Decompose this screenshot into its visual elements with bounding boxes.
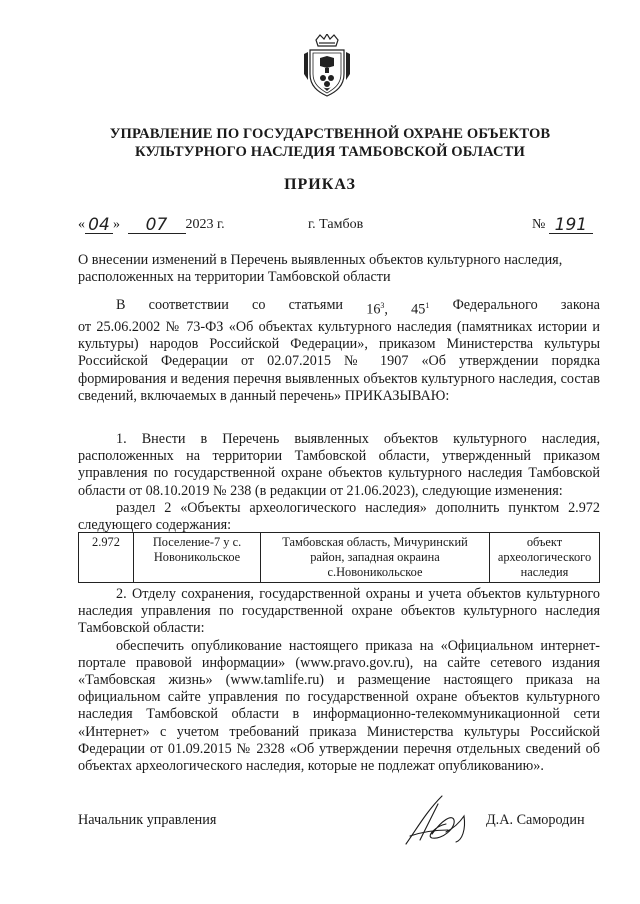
tambov-coat-of-arms-icon [302,34,352,98]
subject-line-2: расположенных на территории Тамбовской области [78,269,391,285]
date-day: 04 [88,215,110,235]
date-close-quote: » [113,217,120,232]
number-value: 191 [554,215,588,235]
agency-line-2: КУЛЬТУРНОГО НАСЛЕДИЯ ТАМБОВСКОЙ ОБЛАСТИ [135,144,525,160]
preamble [78,297,600,405]
order-date [78,216,225,234]
handwritten-signature [402,790,482,848]
preamble-first-line: В соответствии со статьями $16^3$, $45^1$ Федерального закона [116,297,600,318]
entry-name: Поселение-7 у с. Новоникольское [134,533,261,583]
entry-category: объект археологического наследия [490,533,600,583]
order-number [532,216,593,234]
date-year: 2023 г. [185,217,225,232]
preamble-text: от 25.06.2002 № 73-ФЗ «Об объектах культурного наследия (памятниках истории и культуры) народов Российской Федерации», приказом Министерства культуры Российской Федерации от 02.07.2015 № 1907 «Об утверждении порядка формирования и ведения перечня выявленных объектов культурного наследия, состав сведений, включаемых в данный перечень» ПРИКАЗЫВАЮ: [78,318,600,404]
signer-name: Д.А. Самородин [486,812,585,828]
entry-location: Тамбовская область, Мичуринский район, западная окраина с.Новоникольское [261,533,490,583]
order-city: г. Тамбов [308,217,364,232]
item-2-text: 2. Отделу сохранения, государственной охраны и учета объектов культурного наследия управления по государственной охране объектов культурного наследия Тамбовской области: [78,586,600,637]
document-type: ПРИКАЗ [284,176,356,193]
date-open-quote: « [78,217,85,232]
item-2-duty: обеспечить опубликование настоящего приказа на «Официальном интернет-портале правовой информации» (www.pravo.gov.ru), на сайте сетевого издания «Тамбовская жизнь» (www.tamlife.ru) и размещение настоящего приказа на официальном сайте управления по государственной охране объектов культурного наследия Тамбовской области в информационно-телекоммуникационной сети «Интернет» с учетом требований приказа Министерства культуры Российской Федерации от 01.09.2015 № 2328 «Об утверждении перечня отдельных сведений об объектах археологического наследия, которые не подлежат опубликованию». [78,637,600,775]
table-row [79,533,600,583]
signer-position: Начальник управления [78,812,217,828]
heritage-entry-table [78,532,600,583]
item-1-text: 1. Внести в Перечень выявленных объектов культурного наследия, расположенных на территории Тамбовской области, утвержденный приказом управления по государственной охране объектов культурного наследия Тамбовской области от 08.10.2019 № 238 (в редакции от 21.06.2023), следующие изменения: [78,431,600,499]
order-subject [78,252,598,286]
entry-number: 2.972 [79,533,134,583]
subject-line-1: О внесении изменений в Перечень выявленных объектов культурного наследия, [78,252,563,268]
agency-name [60,125,600,161]
item-1 [78,431,600,534]
agency-line-1: УПРАВЛЕНИЕ ПО ГОСУДАРСТВЕННОЙ ОХРАНЕ ОБЪЕКТОВ [109,126,551,142]
date-month: 07 [145,215,168,235]
item-2 [78,586,600,775]
number-label: № [532,217,546,232]
item-1-subsection: раздел 2 «Объекты археологического наследия» дополнить пунктом 2.972 следующего содержания: [78,499,600,534]
